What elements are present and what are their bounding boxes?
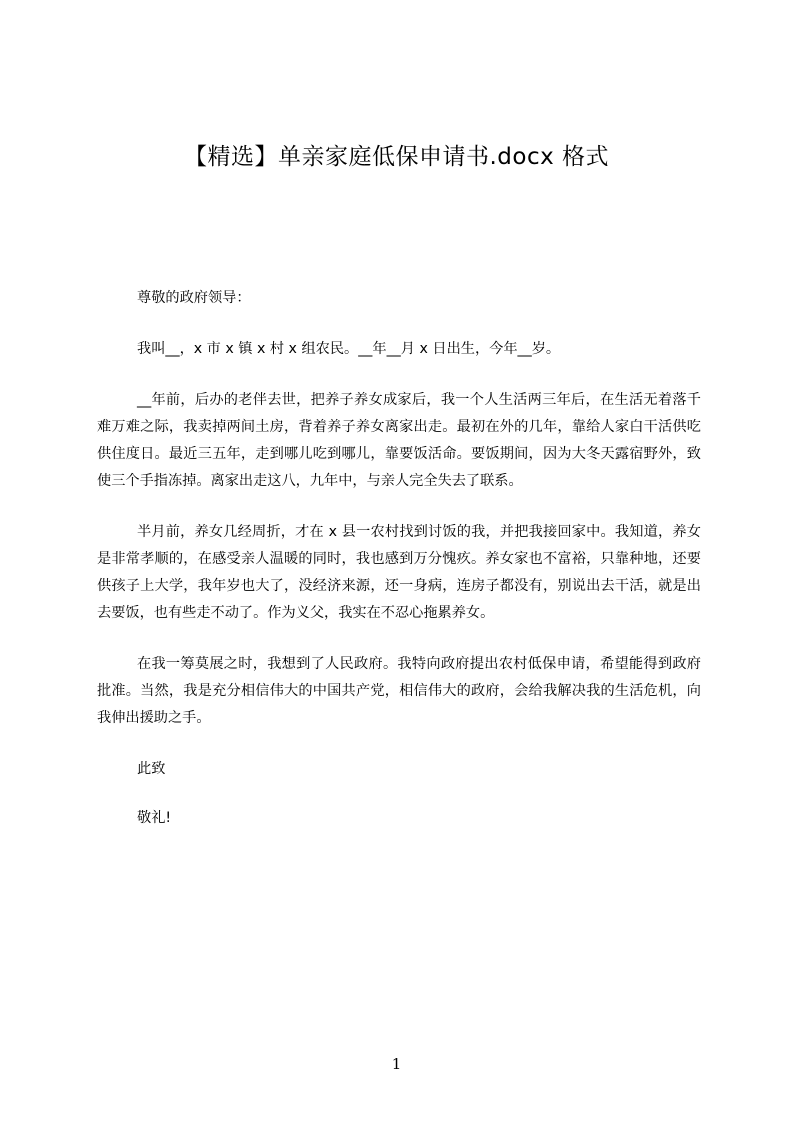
paragraph-intro: 我叫__，x 市 x 镇 x 村 x 组农民。__年__月 x 日出生，今年__岁。 (137, 341, 561, 357)
salutation: 尊敬的政府领导： (137, 290, 251, 306)
letter-body (97, 285, 701, 856)
paragraph-current-situation: 半月前，养女几经周折，才在 x 县一农村找到讨饭的我，并把我接回家中。我知道，养女是非常孝顺的，在感受亲人温暖的同时，我也感到万分愧疚。养女家也不富裕，只靠种地，还要供孩子上大学，我年岁也大了，没经济来源，还一身病，连房子都没有，别说出去干活，就是出去要饭，也有些走不动了。作为义父，我实在不忍心拖累养女。 (97, 524, 701, 621)
paragraph-history: __年前，后办的老伴去世，把养子养女成家后，我一个人生活两三年后，在生活无着落千难万难之际，我卖掉两间土房，背着养子养女离家出走。最初在外的几年，靠给人家白干活供吃供住度日。最近三五年，走到哪儿吃到哪儿，靠要饭活命。要饭期间，因为大冬天露宿野外，致使三个手指冻掉。离家出走这八，九年中，与亲人完全失去了联系。 (97, 392, 701, 489)
closing-salute: 敬礼! (137, 810, 172, 826)
page-number: 1 (391, 1055, 402, 1073)
closing-greeting: 此致 (137, 761, 166, 777)
paragraph-request: 在我一筹莫展之时，我想到了人民政府。我特向政府提出农村低保申请，希望能得到政府批准。当然，我是充分相信伟大的中国共产党，相信伟大的政府，会给我解决我的生活危机，向我伸出援助之手。 (97, 656, 701, 726)
document-title: 【精选】单亲家庭低保申请书.docx 格式 (183, 144, 610, 170)
